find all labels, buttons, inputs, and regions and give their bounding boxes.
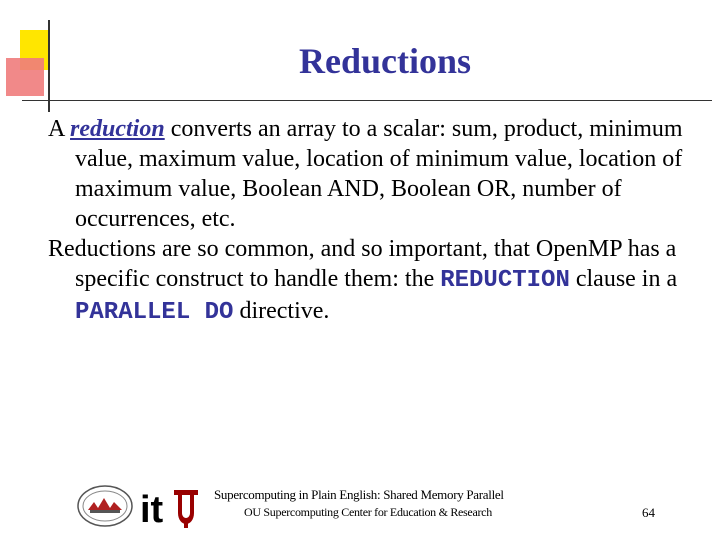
paragraph-reduction-definition (48, 114, 688, 234)
para1-lead: A (48, 116, 71, 142)
para2-text1: Reductions are so common, and so important, that OpenMP has a specific construct to handle them: the (48, 236, 677, 292)
term-reduction: reduction (70, 116, 165, 142)
footer-organization: OU Supercomputing Center for Education & Research (244, 505, 492, 519)
title-underline-rule (22, 100, 712, 101)
page-number: 64 (642, 505, 655, 520)
code-parallel-do: PARALLEL DO (75, 299, 234, 326)
svg-text:it: it (140, 489, 164, 528)
code-reduction: REDUCTION (440, 267, 570, 294)
para2-text2: clause in a (569, 266, 678, 292)
paragraph-openmp-construct (48, 234, 688, 328)
slide-body (48, 114, 688, 328)
para1-rest: converts an array to a scalar: sum, product, minimum value, maximum value, location of minimum value, location of maximum value, Boolean AND, Boolean OR, number of occurrences, etc. (75, 116, 683, 232)
ou-seal-logo (76, 484, 134, 528)
para2-text3: directive. (233, 298, 330, 324)
slide-title: Reductions (298, 41, 472, 81)
footer-course-title: Supercomputing in Plain English: Shared Memory Parallel (214, 487, 504, 502)
itou-logo (140, 484, 202, 528)
